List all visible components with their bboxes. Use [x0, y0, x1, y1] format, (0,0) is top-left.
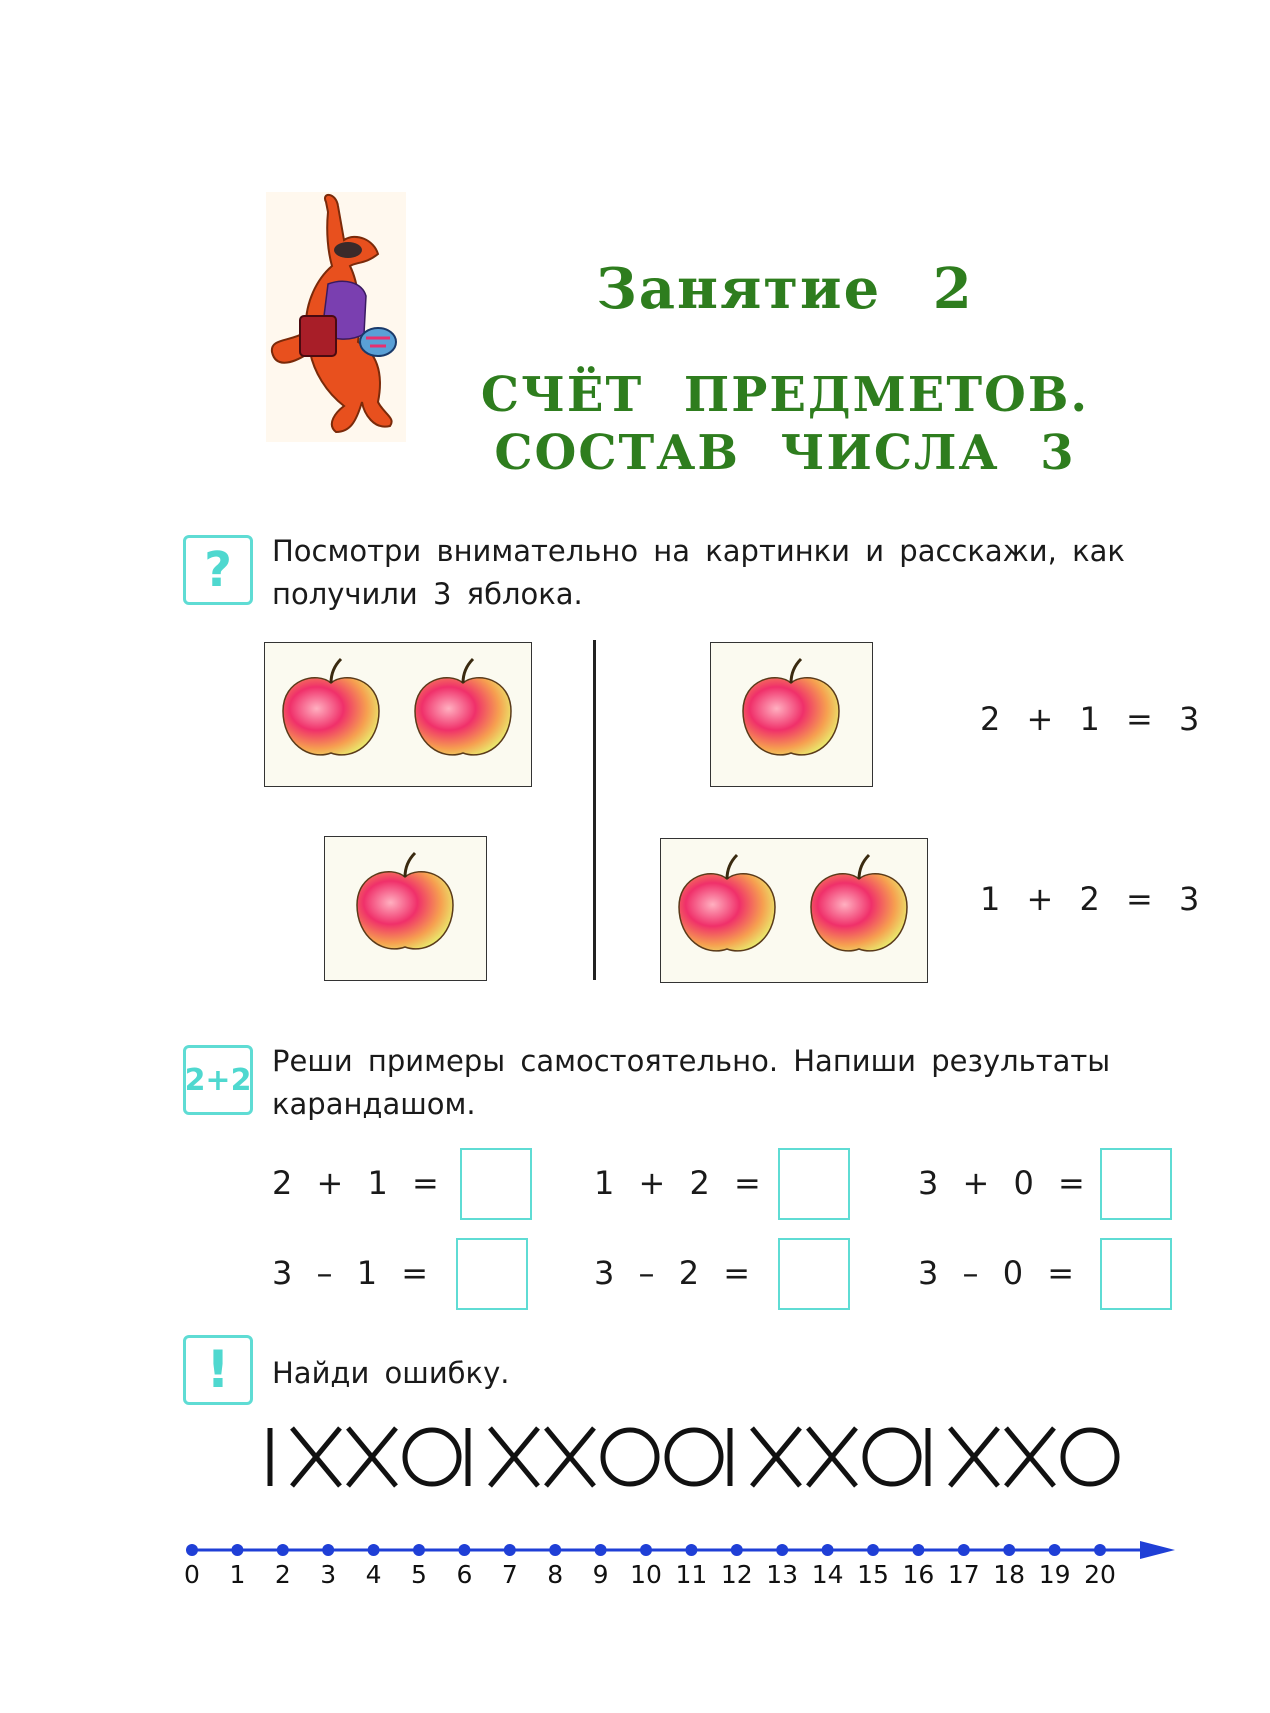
number-line-tick [413, 1544, 425, 1556]
pattern-circle [405, 1430, 459, 1484]
pattern-circle [865, 1430, 919, 1484]
pattern-cross [950, 1428, 998, 1486]
number-line-label: 8 [547, 1560, 564, 1589]
number-line-label: 9 [592, 1560, 609, 1589]
number-line-tick [867, 1544, 879, 1556]
number-line-tick [231, 1544, 243, 1556]
number-line-label: 5 [411, 1560, 427, 1589]
answer-box[interactable] [778, 1148, 850, 1220]
answer-box[interactable] [778, 1238, 850, 1310]
example-3-minus-0: 3 – 0 = [918, 1254, 1076, 1292]
pattern-cross [490, 1428, 538, 1486]
number-line-tick [958, 1544, 970, 1556]
pattern-cross [1006, 1428, 1054, 1486]
pattern-cross [546, 1428, 594, 1486]
number-line-tick [912, 1544, 924, 1556]
number-line-label: 3 [320, 1560, 337, 1589]
number-line-label: 7 [501, 1560, 518, 1589]
question-task-icon: ? [183, 535, 253, 605]
task2-instruction-line1: Реши примеры самостоятельно. Напиши результаты [272, 1044, 1111, 1078]
answer-box[interactable] [1100, 1238, 1172, 1310]
number-line-label: 2 [274, 1560, 291, 1589]
equation-2-plus-1: 2 + 1 = 3 [980, 700, 1201, 738]
example-3-plus-0: 3 + 0 = [918, 1164, 1086, 1202]
topic-title-line2: СОСТАВ ЧИСЛА 3 [494, 425, 1076, 481]
equation-1-plus-2: 1 + 2 = 3 [980, 880, 1201, 918]
task2-instruction-line2: карандашом. [272, 1087, 476, 1121]
number-line-tick [595, 1544, 607, 1556]
number-line-tick [822, 1544, 834, 1556]
number-line-label: 11 [675, 1560, 708, 1589]
number-line-tick [640, 1544, 652, 1556]
number-line-label: 0 [184, 1560, 200, 1589]
lesson-title: Занятие 2 [596, 256, 974, 322]
example-2-plus-1: 2 + 1 = [272, 1164, 440, 1202]
apple-pair-image [265, 643, 530, 785]
number-line-label: 20 [1084, 1560, 1116, 1589]
number-line-tick [549, 1544, 561, 1556]
number-line-label: 13 [766, 1560, 799, 1589]
apple-box-one [710, 642, 873, 787]
task1-instruction-line2: получили 3 яблока. [272, 577, 583, 611]
number-line-label: 6 [456, 1560, 473, 1589]
number-line-tick [504, 1544, 516, 1556]
answer-box[interactable] [456, 1238, 528, 1310]
number-line-tick [186, 1544, 198, 1556]
number-line-label: 14 [811, 1560, 844, 1589]
apple-pair-image [661, 839, 926, 981]
symbol-pattern-sequence [264, 1420, 1194, 1495]
example-3-minus-2: 3 – 2 = [594, 1254, 752, 1292]
number-line-tick [776, 1544, 788, 1556]
exclamation-task-icon: ! [183, 1335, 253, 1405]
number-line-tick [731, 1544, 743, 1556]
number-line-label: 17 [947, 1560, 980, 1589]
pattern-circle [603, 1430, 657, 1484]
apple-single-image [325, 837, 485, 979]
pattern-circle [1063, 1430, 1117, 1484]
apple-box-two [264, 642, 532, 787]
number-line-label: 12 [720, 1560, 753, 1589]
answer-box[interactable] [460, 1148, 532, 1220]
example-3-minus-1: 3 – 1 = [272, 1254, 430, 1292]
number-line-arrow-icon [1140, 1541, 1175, 1559]
number-line-tick [368, 1544, 380, 1556]
number-line-label: 4 [365, 1560, 382, 1589]
number-line-tick [458, 1544, 470, 1556]
number-line-label: 18 [993, 1560, 1026, 1589]
number-line-label: 10 [630, 1560, 662, 1589]
apple-single-image [711, 643, 871, 785]
math-task-icon: 2+2 [183, 1045, 253, 1115]
pattern-cross [292, 1428, 340, 1486]
kangaroo-mascot-illustration [266, 192, 406, 442]
number-line-label: 15 [857, 1560, 889, 1589]
vertical-divider [593, 640, 596, 980]
number-line-tick [322, 1544, 334, 1556]
number-line-tick [1094, 1544, 1106, 1556]
pattern-cross [752, 1428, 800, 1486]
number-line-tick [1049, 1544, 1061, 1556]
pattern-cross [348, 1428, 396, 1486]
answer-box[interactable] [1100, 1148, 1172, 1220]
pattern-cross [808, 1428, 856, 1486]
number-line-label: 19 [1038, 1560, 1071, 1589]
apple-box-one-b [324, 836, 487, 981]
number-line-tick [1003, 1544, 1015, 1556]
number-line-tick [685, 1544, 697, 1556]
apple-box-two-b [660, 838, 928, 983]
task3-instruction: Найди ошибку. [272, 1356, 510, 1390]
example-1-plus-2: 1 + 2 = [594, 1164, 762, 1202]
pattern-circle [667, 1430, 721, 1484]
number-line-label: 1 [229, 1560, 246, 1589]
number-line-label: 16 [902, 1560, 935, 1589]
task1-instruction-line1: Посмотри внимательно на картинки и расскажи, как [272, 534, 1125, 568]
number-line-tick [277, 1544, 289, 1556]
topic-title-line1: СЧЁТ ПРЕДМЕТОВ. [480, 367, 1090, 423]
